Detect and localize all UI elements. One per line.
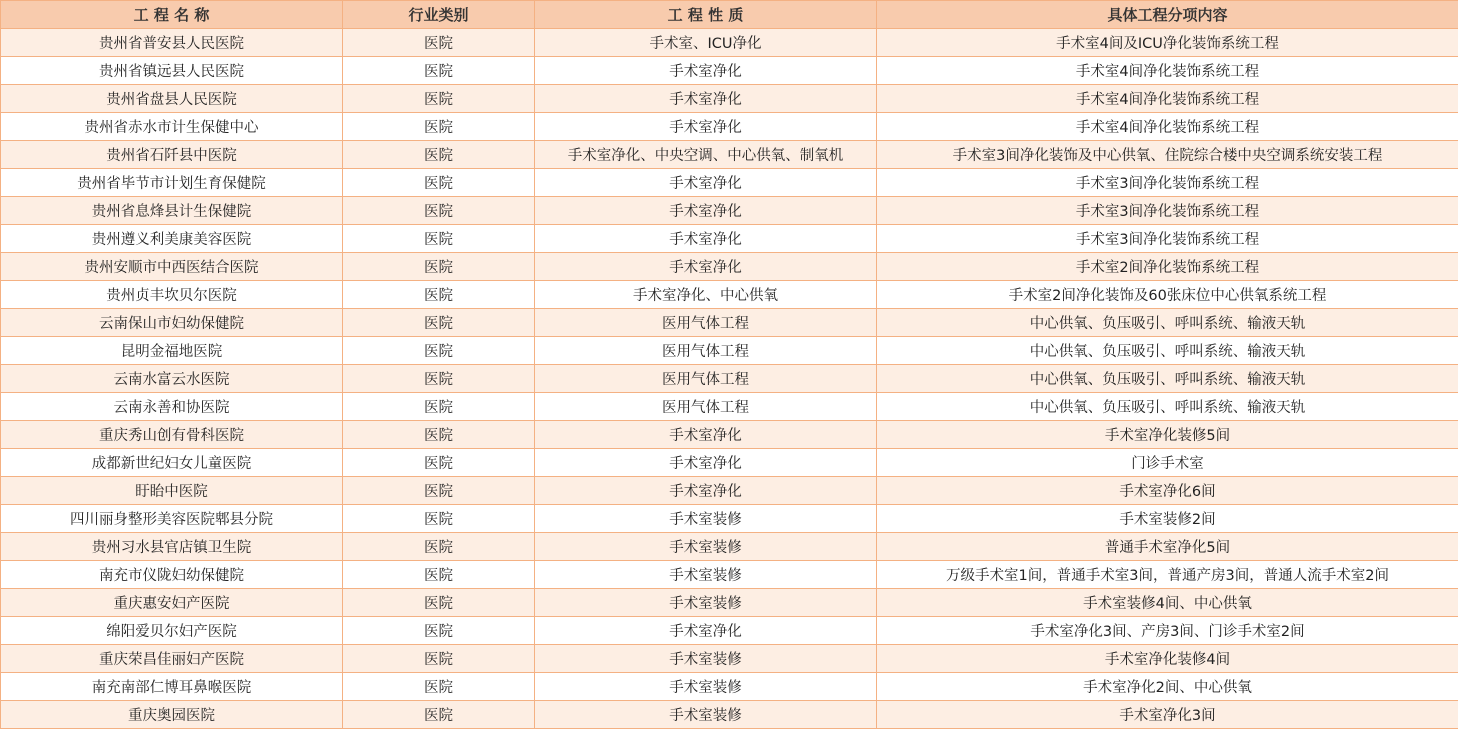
cell-project-name: 贵州省石阡县中医院 — [1, 141, 343, 169]
cell-project-content: 手术室4间净化装饰系统工程 — [877, 113, 1458, 141]
cell-project-content: 手术室3间净化装饰系统工程 — [877, 225, 1458, 253]
cell-project-nature: 手术室净化 — [535, 477, 877, 505]
cell-project-content: 中心供氧、负压吸引、呼叫系统、输液天轨 — [877, 337, 1458, 365]
table-row — [1, 197, 1458, 225]
table-row — [1, 169, 1458, 197]
cell-project-content: 手术室净化装修5间 — [877, 421, 1458, 449]
cell-project-name: 贵州省息烽县计生保健院 — [1, 197, 343, 225]
cell-project-content: 中心供氧、负压吸引、呼叫系统、输液天轨 — [877, 393, 1458, 421]
cell-project-nature: 手术室净化 — [535, 57, 877, 85]
cell-project-nature: 手术室净化、中心供氧 — [535, 281, 877, 309]
cell-project-name: 贵州省盘县人民医院 — [1, 85, 343, 113]
cell-industry: 医院 — [343, 197, 535, 225]
cell-project-content: 手术室净化3间、产房3间、门诊手术室2间 — [877, 617, 1458, 645]
cell-project-name: 南充市仪陇妇幼保健院 — [1, 561, 343, 589]
cell-project-name: 贵州省镇远县人民医院 — [1, 57, 343, 85]
cell-project-nature: 医用气体工程 — [535, 337, 877, 365]
cell-project-content: 手术室4间净化装饰系统工程 — [877, 57, 1458, 85]
cell-project-name: 重庆秀山创有骨科医院 — [1, 421, 343, 449]
cell-project-content: 万级手术室1间，普通手术室3间，普通产房3间，普通人流手术室2间 — [877, 561, 1458, 589]
table-row — [1, 589, 1458, 617]
cell-industry: 医院 — [343, 393, 535, 421]
cell-industry: 医院 — [343, 589, 535, 617]
cell-project-name: 南充南部仁博耳鼻喉医院 — [1, 673, 343, 701]
cell-industry: 医院 — [343, 505, 535, 533]
cell-project-name: 贵州省赤水市计生保健中心 — [1, 113, 343, 141]
cell-project-name: 重庆惠安妇产医院 — [1, 589, 343, 617]
table-row — [1, 113, 1458, 141]
cell-industry: 医院 — [343, 57, 535, 85]
cell-project-content: 手术室装修4间、中心供氧 — [877, 589, 1458, 617]
cell-project-name: 云南保山市妇幼保健院 — [1, 309, 343, 337]
header-industry: 行业类别 — [343, 1, 535, 29]
table-row — [1, 673, 1458, 701]
cell-project-name: 云南永善和协医院 — [1, 393, 343, 421]
table-row — [1, 337, 1458, 365]
cell-project-content: 中心供氧、负压吸引、呼叫系统、输液天轨 — [877, 309, 1458, 337]
cell-project-name: 四川丽身整形美容医院郫县分院 — [1, 505, 343, 533]
header-project-nature: 工 程 性 质 — [535, 1, 877, 29]
cell-project-nature: 手术室净化 — [535, 197, 877, 225]
cell-project-content: 普通手术室净化5间 — [877, 533, 1458, 561]
cell-project-content: 手术室净化2间、中心供氧 — [877, 673, 1458, 701]
cell-project-nature: 手术室净化 — [535, 225, 877, 253]
cell-project-name: 云南水富云水医院 — [1, 365, 343, 393]
table-row — [1, 253, 1458, 281]
table-row — [1, 365, 1458, 393]
cell-industry: 医院 — [343, 449, 535, 477]
cell-project-nature: 手术室净化 — [535, 113, 877, 141]
cell-industry: 医院 — [343, 673, 535, 701]
cell-project-content: 手术室4间及ICU净化装饰系统工程 — [877, 29, 1458, 57]
table-row — [1, 393, 1458, 421]
cell-project-name: 昆明金福地医院 — [1, 337, 343, 365]
table-row — [1, 561, 1458, 589]
cell-project-content: 中心供氧、负压吸引、呼叫系统、输液天轨 — [877, 365, 1458, 393]
cell-project-name: 贵州省普安县人民医院 — [1, 29, 343, 57]
cell-project-content: 手术室3间净化装饰系统工程 — [877, 169, 1458, 197]
table-row — [1, 309, 1458, 337]
cell-project-content: 手术室3间净化装饰系统工程 — [877, 197, 1458, 225]
table-row — [1, 85, 1458, 113]
cell-industry: 医院 — [343, 365, 535, 393]
cell-industry: 医院 — [343, 477, 535, 505]
cell-industry: 医院 — [343, 701, 535, 729]
header-project-name: 工 程 名 称 — [1, 1, 343, 29]
cell-project-nature: 手术室、ICU净化 — [535, 29, 877, 57]
cell-industry: 医院 — [343, 337, 535, 365]
cell-project-name: 成都新世纪妇女儿童医院 — [1, 449, 343, 477]
cell-industry: 医院 — [343, 561, 535, 589]
cell-project-name: 重庆荣昌佳丽妇产医院 — [1, 645, 343, 673]
table-row — [1, 477, 1458, 505]
cell-project-content: 手术室装修2间 — [877, 505, 1458, 533]
cell-project-content: 手术室净化装修4间 — [877, 645, 1458, 673]
cell-project-content: 手术室3间净化装饰及中心供氧、住院综合楼中央空调系统安装工程 — [877, 141, 1458, 169]
cell-project-content: 手术室净化3间 — [877, 701, 1458, 729]
cell-project-name: 重庆奥园医院 — [1, 701, 343, 729]
cell-project-nature: 手术室净化 — [535, 253, 877, 281]
table-body — [1, 29, 1458, 729]
cell-project-nature: 手术室装修 — [535, 589, 877, 617]
cell-project-name: 贵州遵义利美康美容医院 — [1, 225, 343, 253]
cell-project-name: 盱眙中医院 — [1, 477, 343, 505]
cell-project-nature: 手术室装修 — [535, 673, 877, 701]
cell-project-name: 绵阳爱贝尔妇产医院 — [1, 617, 343, 645]
cell-industry: 医院 — [343, 85, 535, 113]
table-row — [1, 281, 1458, 309]
cell-project-name: 贵州省毕节市计划生育保健院 — [1, 169, 343, 197]
cell-project-nature: 手术室净化、中央空调、中心供氧、制氧机 — [535, 141, 877, 169]
cell-industry: 医院 — [343, 421, 535, 449]
cell-industry: 医院 — [343, 617, 535, 645]
cell-project-name: 贵州贞丰坎贝尔医院 — [1, 281, 343, 309]
cell-industry: 医院 — [343, 169, 535, 197]
cell-industry: 医院 — [343, 253, 535, 281]
table-row — [1, 617, 1458, 645]
table-row — [1, 701, 1458, 729]
table-row — [1, 505, 1458, 533]
table-row — [1, 57, 1458, 85]
cell-project-content: 手术室2间净化装饰系统工程 — [877, 253, 1458, 281]
cell-industry: 医院 — [343, 281, 535, 309]
cell-industry: 医院 — [343, 141, 535, 169]
cell-project-name: 贵州习水县官店镇卫生院 — [1, 533, 343, 561]
cell-project-content: 手术室4间净化装饰系统工程 — [877, 85, 1458, 113]
cell-project-nature: 医用气体工程 — [535, 365, 877, 393]
table-row — [1, 449, 1458, 477]
table-row — [1, 421, 1458, 449]
cell-project-nature: 手术室净化 — [535, 617, 877, 645]
cell-project-nature: 医用气体工程 — [535, 309, 877, 337]
table-row — [1, 225, 1458, 253]
cell-project-content: 手术室2间净化装饰及60张床位中心供氧系统工程 — [877, 281, 1458, 309]
cell-industry: 医院 — [343, 533, 535, 561]
table-row — [1, 533, 1458, 561]
cell-project-nature: 手术室净化 — [535, 449, 877, 477]
cell-project-nature: 手术室装修 — [535, 645, 877, 673]
cell-project-content: 门诊手术室 — [877, 449, 1458, 477]
cell-project-name: 贵州安顺市中西医结合医院 — [1, 253, 343, 281]
cell-industry: 医院 — [343, 309, 535, 337]
cell-industry: 医院 — [343, 113, 535, 141]
cell-project-nature: 手术室装修 — [535, 533, 877, 561]
cell-project-nature: 手术室净化 — [535, 421, 877, 449]
cell-project-nature: 手术室净化 — [535, 85, 877, 113]
cell-project-nature: 医用气体工程 — [535, 393, 877, 421]
cell-industry: 医院 — [343, 29, 535, 57]
cell-project-nature: 手术室装修 — [535, 701, 877, 729]
table-row — [1, 141, 1458, 169]
cell-industry: 医院 — [343, 645, 535, 673]
header-row — [1, 1, 1458, 29]
table-row — [1, 645, 1458, 673]
header-project-content: 具体工程分项内容 — [877, 1, 1458, 29]
cell-project-nature: 手术室装修 — [535, 561, 877, 589]
cell-project-content: 手术室净化6间 — [877, 477, 1458, 505]
cell-industry: 医院 — [343, 225, 535, 253]
cell-project-nature: 手术室装修 — [535, 505, 877, 533]
table-row — [1, 29, 1458, 57]
cell-project-nature: 手术室净化 — [535, 169, 877, 197]
